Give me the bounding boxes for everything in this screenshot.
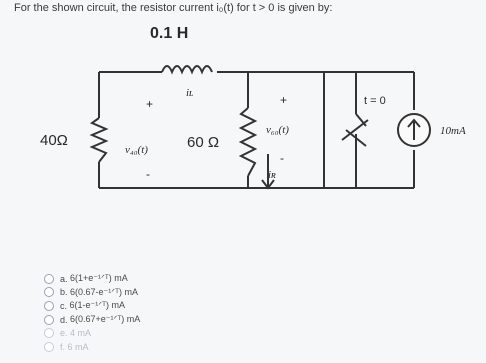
- option-text: 6(1-e⁻¹ᐟᵀ) mA: [69, 300, 125, 311]
- source-label: 10mA: [440, 125, 466, 137]
- v40-label: v₄₀(t): [125, 144, 148, 156]
- option-text: 6 mA: [67, 341, 89, 352]
- resistor-60-label: 60 Ω: [187, 134, 220, 151]
- plus-sign-right: +: [280, 93, 288, 107]
- option-a[interactable]: [44, 272, 344, 286]
- radio-icon[interactable]: [44, 274, 54, 284]
- option-f[interactable]: [44, 340, 344, 354]
- radio-icon[interactable]: [44, 342, 54, 352]
- resistor-40-label: 40Ω: [40, 132, 68, 149]
- option-letter: f.: [60, 341, 66, 352]
- switch-symbol: [342, 114, 368, 148]
- option-text: 6(0.67+e⁻¹ᐟᵀ) mA: [70, 314, 141, 325]
- radio-icon[interactable]: [44, 301, 54, 311]
- option-d[interactable]: [44, 313, 344, 327]
- option-text: 4 mA: [70, 328, 92, 339]
- option-letter: e.: [60, 328, 68, 339]
- option-letter: b.: [60, 287, 68, 298]
- radio-icon[interactable]: [44, 328, 54, 338]
- resistor-60-ohm: [241, 108, 255, 176]
- option-text: 6(1+e⁻¹ᐟᵀ) mA: [70, 273, 128, 284]
- option-letter: a.: [60, 273, 68, 284]
- inductor-current-label: iʟ: [186, 87, 194, 99]
- option-text: 6(0.67-e⁻¹ᐟᵀ) mA: [70, 286, 139, 297]
- question-text: For the shown circuit, the resistor current i₀(t) for t > 0 is given by:: [14, 2, 333, 14]
- option-b[interactable]: [44, 286, 344, 300]
- ir-label: iʀ: [268, 169, 276, 181]
- option-letter: d.: [60, 314, 68, 325]
- radio-icon[interactable]: [44, 315, 54, 325]
- minus-sign-left: -: [146, 167, 150, 181]
- answer-options: [44, 272, 344, 354]
- minus-sign-right: -: [280, 151, 284, 165]
- option-letter: c.: [60, 300, 68, 311]
- inductor-value: 0.1 H: [150, 25, 189, 42]
- option-e[interactable]: [44, 326, 344, 340]
- switch-label: t = 0: [364, 95, 386, 107]
- resistor-40-ohm: [92, 118, 106, 162]
- radio-icon[interactable]: [44, 287, 54, 297]
- inductor-coil: [162, 66, 212, 72]
- option-c[interactable]: [44, 299, 344, 313]
- v60-label: v₆₀(t): [266, 124, 289, 136]
- plus-sign-left: +: [146, 97, 154, 111]
